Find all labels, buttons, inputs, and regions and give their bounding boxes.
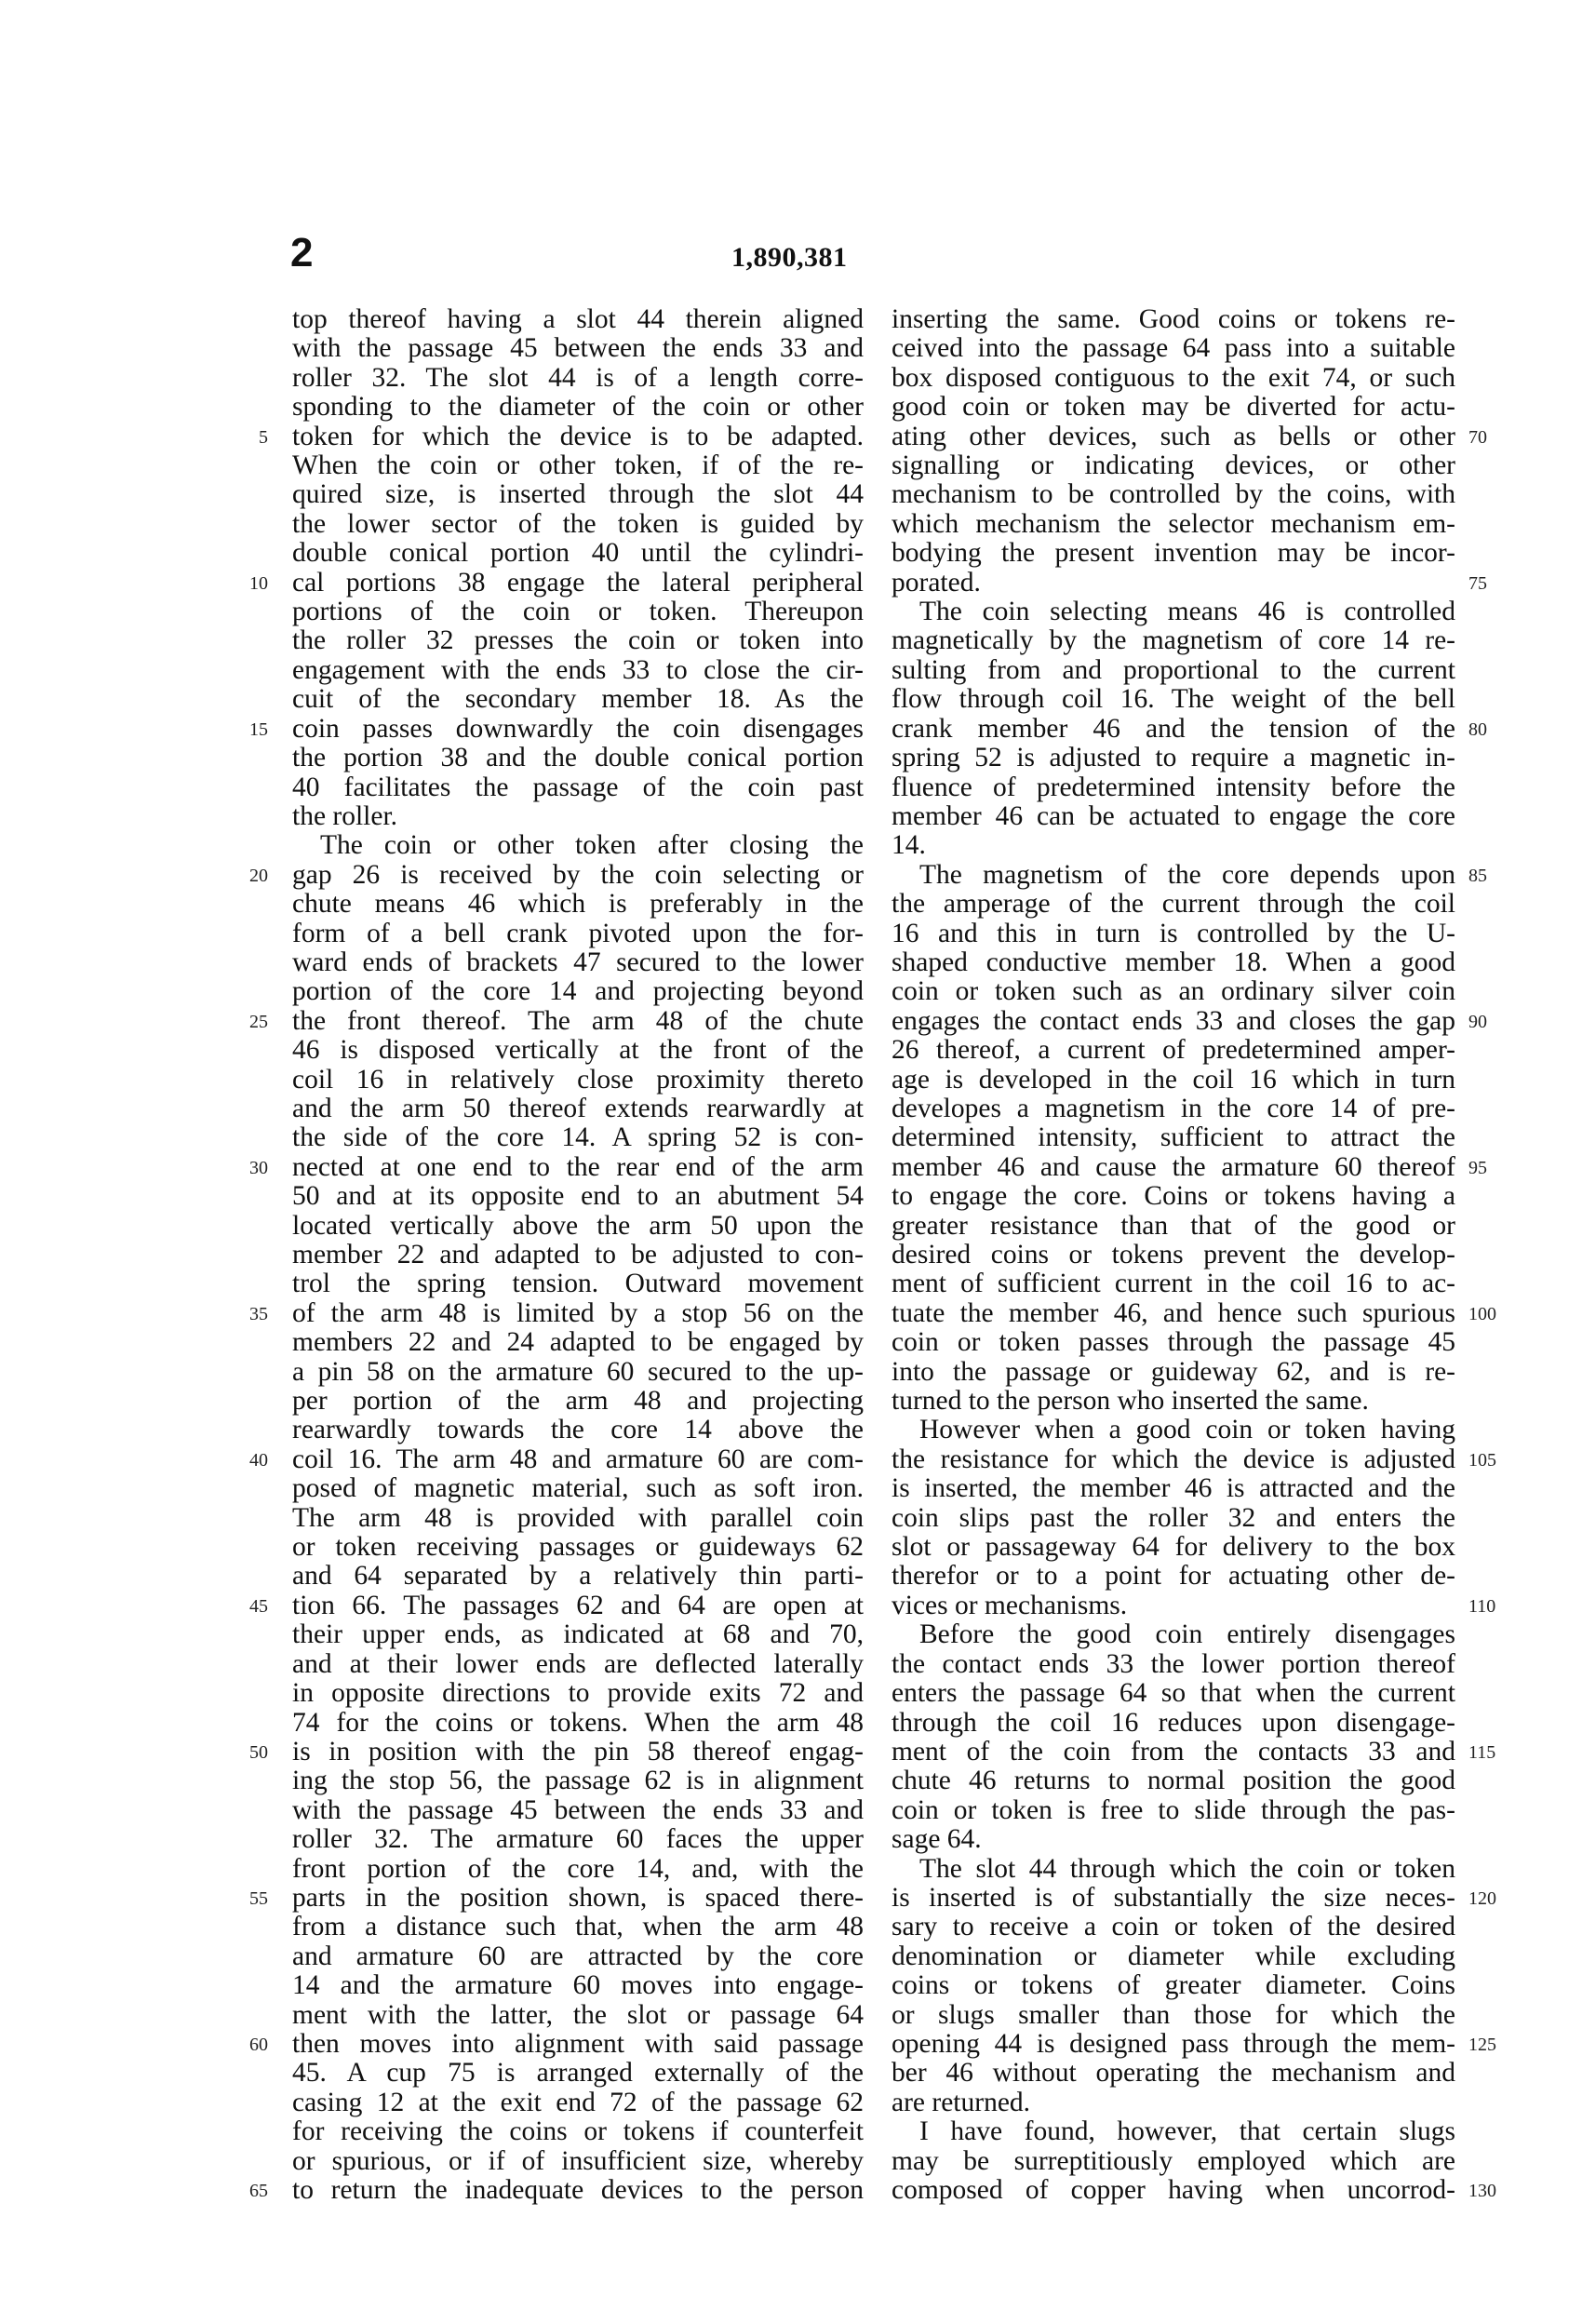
left-column-line: 40 facilitates the passage of the coin past [292, 772, 864, 802]
right-column-line: Before the good coin entirely disengages [919, 1619, 1455, 1650]
left-column-line: the portion 38 and the double conical portion [292, 743, 864, 773]
right-column-line: the contact ends 33 the lower portion thereof [892, 1648, 1455, 1679]
left-column-line: is in position with the pin 58 thereof engag- [292, 1736, 864, 1767]
right-column-line: 26 thereof, a current of predetermined amper- [892, 1035, 1455, 1066]
left-line-number: 10 [249, 572, 268, 594]
left-column-line: trol the spring tension. Outward movement [292, 1269, 864, 1299]
right-column-line: inserting the same. Good coins or tokens re- [892, 304, 1455, 334]
left-line-number: 65 [249, 2181, 268, 2201]
right-column-line: coins or tokens of greater diameter. Coins [892, 1970, 1455, 2001]
left-column-line: The arm 48 is provided with parallel coin [292, 1502, 864, 1533]
right-column-line: ber 46 without operating the mechanism and [892, 2058, 1455, 2089]
left-column-line: the lower sector of the token is guided by [292, 508, 864, 539]
left-column-line: chute means 46 which is preferably in the [292, 889, 864, 920]
right-column-line: coin slips past the roller 32 and enters the [892, 1502, 1455, 1533]
left-column-line: ward ends of brackets 47 secured to the lower [292, 947, 864, 977]
left-column-line: in opposite directions to provide exits 72 and [292, 1678, 864, 1709]
right-column-line: engages the contact ends 33 and closes the gap [892, 1005, 1455, 1036]
left-column-line: the front thereof. The arm 48 of the chute [292, 1005, 864, 1036]
right-line-number: 95 [1468, 1157, 1487, 1178]
right-column-line: coin or token is free to slide through the pas- [892, 1794, 1455, 1825]
left-column-line: portion of the core 14 and projecting beyond [292, 976, 864, 1007]
right-column-line: or slugs smaller than those for which the [892, 1999, 1455, 2030]
left-line-number: 25 [249, 1011, 268, 1032]
left-column-line: member 22 and adapted to be adjusted to con- [292, 1240, 864, 1269]
right-column-line: box disposed contiguous to the exit 74, or such [892, 362, 1455, 393]
right-column-line: ment of the coin from the contacts 33 and [892, 1736, 1455, 1767]
left-column-line: nected at one end to the rear end of the arm [292, 1151, 864, 1182]
right-column-line: the resistance for which the device is adjusted [892, 1444, 1455, 1474]
right-column-line: porated. [892, 567, 981, 598]
left-column-line: cuit of the secondary member 18. As the [292, 684, 864, 715]
left-line-number: 60 [249, 2034, 268, 2055]
right-column-line: member 46 and cause the armature 60 thereof [892, 1151, 1455, 1182]
left-column-line: When the coin or other token, if of the re- [292, 450, 864, 481]
left-line-number: 40 [249, 1449, 268, 1471]
left-text-column [292, 305, 864, 2204]
left-line-number: 35 [249, 1303, 268, 1324]
left-column-line: and at their lower ends are deflected laterally [292, 1648, 864, 1679]
left-column-line: the side of the core 14. A spring 52 is con- [292, 1122, 864, 1153]
left-column-line: and the arm 50 thereof extends rearwardly at [292, 1093, 864, 1123]
right-column-line: spring 52 is adjusted to require a magnetic in- [892, 743, 1455, 773]
left-column-line: from a distance such that, when the arm 48 [292, 1912, 864, 1942]
right-line-number: 115 [1468, 1741, 1496, 1763]
right-column-line: determined intensity, sufficient to attract the [892, 1122, 1455, 1153]
right-text-column [892, 305, 1455, 2204]
left-column-line: the roller 32 presses the coin or token into [292, 625, 864, 656]
right-column-line: sary to receive a coin or token of the desired [892, 1912, 1455, 1942]
right-column-line: tuate the member 46, and hence such spurious [892, 1297, 1455, 1328]
left-column-line: of the arm 48 is limited by a stop 56 on the [292, 1297, 864, 1328]
right-column-line: crank member 46 and the tension of the [892, 713, 1455, 744]
right-line-number: 80 [1468, 719, 1487, 740]
right-column-line: However when a good coin or token having [919, 1415, 1455, 1445]
left-column-line: per portion of the arm 48 and projecting [292, 1386, 864, 1417]
right-column-line: are returned. [892, 2087, 1031, 2117]
right-line-number: 120 [1468, 1887, 1496, 1909]
right-column-line: through the coil 16 reduces upon disengage- [892, 1707, 1455, 1738]
right-column-line: age is developed in the coil 16 which in turn [892, 1064, 1455, 1095]
left-column-line: ing the stop 56, the passage 62 is in alignment [292, 1766, 864, 1796]
left-column-line: The coin or other token after closing the [320, 830, 864, 861]
right-column-line: ating other devices, such as bells or other [892, 421, 1455, 451]
left-line-number: 15 [249, 719, 268, 740]
left-column-line: parts in the position shown, is spaced there- [292, 1882, 864, 1913]
right-column-line: opening 44 is designed pass through the mem- [892, 2028, 1455, 2059]
right-column-line: is inserted, the member 46 is attracted and the [892, 1473, 1455, 1504]
right-column-line: coin or token such as an ordinary silver coin [892, 976, 1455, 1007]
left-column-line: engagement with the ends 33 to close the cir- [292, 654, 864, 685]
right-column-line: vices or mechanisms. [892, 1590, 1128, 1620]
left-line-number: 5 [259, 426, 268, 448]
right-column-line: developes a magnetism in the core 14 of pre- [892, 1093, 1455, 1123]
right-line-number: 105 [1468, 1449, 1496, 1471]
right-line-number: 110 [1468, 1595, 1496, 1617]
left-column-line: roller 32. The slot 44 is of a length corre- [292, 362, 864, 393]
left-column-line: portions of the coin or token. Thereupon [292, 597, 864, 627]
right-column-line: member 46 can be actuated to engage the core [892, 800, 1455, 831]
left-column-line: form of a bell crank pivoted upon the for- [292, 918, 864, 948]
page-number: 2 [290, 230, 314, 275]
left-column-line: 14 and the armature 60 moves into engage- [292, 1970, 864, 2001]
left-column-line: 50 and at its opposite end to an abutment 54 [292, 1181, 864, 1212]
left-line-number: 20 [249, 865, 268, 886]
right-column-line: signalling or indicating devices, or other [892, 450, 1455, 481]
left-line-number: 45 [249, 1595, 268, 1617]
left-column-line: and armature 60 are attracted by the core [292, 1941, 864, 1971]
right-column-line: mechanism to be controlled by the coins, with [892, 479, 1455, 510]
right-column-line: 16 and this in turn is controlled by the U- [892, 918, 1455, 948]
left-column-line: their upper ends, as indicated at 68 and 70, [292, 1619, 864, 1650]
right-line-number: 90 [1468, 1011, 1487, 1032]
left-column-line: coil 16 in relatively close proximity thereto [292, 1064, 864, 1095]
right-column-line: shaped conductive member 18. When a good [892, 947, 1455, 977]
right-column-line: sage 64. [892, 1824, 982, 1855]
right-column-line: The magnetism of the core depends upon [919, 859, 1455, 890]
left-column-line: for receiving the coins or tokens if counterfeit [292, 2116, 864, 2147]
left-line-number: 50 [249, 1741, 268, 1763]
left-column-line: located vertically above the arm 50 upon the [292, 1210, 864, 1241]
left-column-line: double conical portion 40 until the cylindri- [292, 538, 864, 569]
left-column-line: quired size, is inserted through the slot 44 [292, 479, 864, 510]
left-column-line: to return the inadequate devices to the person [292, 2175, 864, 2205]
left-column-line: with the passage 45 between the ends 33 and [292, 333, 864, 364]
right-column-line: The slot 44 through which the coin or token [919, 1853, 1455, 1884]
left-column-line: sponding to the diameter of the coin or other [292, 392, 864, 423]
left-column-line: 74 for the coins or tokens. When the arm 48 [292, 1707, 864, 1738]
right-column-line: composed of copper having when uncorrod- [892, 2175, 1455, 2205]
left-column-line: members 22 and 24 adapted to be engaged by [292, 1327, 864, 1358]
right-column-line: turned to the person who inserted the same. [892, 1386, 1369, 1417]
right-column-line: I have found, however, that certain slugs [919, 2116, 1455, 2147]
right-column-line: the amperage of the current through the coil [892, 889, 1455, 920]
left-column-line: casing 12 at the exit end 72 of the passage 62 [292, 2087, 864, 2117]
right-column-line: flow through coil 16. The weight of the bell [892, 684, 1455, 715]
left-column-line: tion 66. The passages 62 and 64 are open at [292, 1590, 864, 1620]
left-column-line: coin passes downwardly the coin disengages [292, 713, 864, 744]
right-column-line: magnetically by the magnetism of core 14 re- [892, 625, 1455, 656]
left-column-line: 45. A cup 75 is arranged externally of the [292, 2058, 864, 2089]
right-line-number: 130 [1468, 2181, 1496, 2201]
left-column-line: with the passage 45 between the ends 33 and [292, 1794, 864, 1825]
right-column-line: fluence of predetermined intensity before the [892, 772, 1455, 802]
right-column-line: to engage the core. Coins or tokens having a [892, 1181, 1455, 1212]
left-column-line: top thereof having a slot 44 therein aligned [292, 304, 864, 334]
right-line-number: 70 [1468, 426, 1487, 448]
left-column-line: rearwardly towards the core 14 above the [292, 1415, 864, 1445]
right-column-line: good coin or token may be diverted for actu- [892, 392, 1455, 423]
right-column-line: may be surreptitiously employed which are [892, 2145, 1455, 2176]
right-column-line: sulting from and proportional to the current [892, 654, 1455, 685]
left-column-line: or token receiving passages or guideways 62 [292, 1532, 864, 1563]
right-column-line: bodying the present invention may be incor- [892, 538, 1455, 569]
left-column-line: coil 16. The arm 48 and armature 60 are com- [292, 1444, 864, 1474]
left-column-line: ment with the latter, the slot or passage 64 [292, 1999, 864, 2030]
left-column-line: posed of magnetic material, such as soft iron. [292, 1473, 864, 1504]
right-column-line: slot or passageway 64 for delivery to the box [892, 1532, 1455, 1563]
left-column-line: cal portions 38 engage the lateral peripheral [292, 567, 864, 598]
right-line-number: 100 [1468, 1303, 1496, 1324]
right-line-number: 125 [1468, 2034, 1496, 2055]
left-column-line: roller 32. The armature 60 faces the upper [292, 1824, 864, 1855]
right-column-line: into the passage or guideway 62, and is re- [892, 1356, 1455, 1387]
patent-number: 1,890,381 [731, 242, 848, 273]
left-column-line: and 64 separated by a relatively thin parti- [292, 1561, 864, 1592]
left-column-line: the roller. [292, 800, 398, 831]
right-column-line: 14. [892, 830, 926, 861]
left-column-line: or spurious, or if of insufficient size, whereby [292, 2145, 864, 2176]
left-column-line: front portion of the core 14, and, with the [292, 1853, 864, 1884]
right-line-number: 85 [1468, 865, 1487, 886]
right-column-line: is inserted is of substantially the size neces- [892, 1882, 1455, 1913]
left-column-line: a pin 58 on the armature 60 secured to the up- [292, 1356, 864, 1387]
left-column-line: token for which the device is to be adapted. [292, 421, 864, 451]
right-column-line: greater resistance than that of the good or [892, 1210, 1455, 1241]
right-column-line: ment of sufficient current in the coil 16 to ac- [892, 1269, 1455, 1299]
left-line-number: 30 [249, 1157, 268, 1178]
right-column-line: enters the passage 64 so that when the current [892, 1678, 1455, 1709]
right-column-line: therefor or to a point for actuating other de- [892, 1561, 1455, 1592]
left-column-line: 46 is disposed vertically at the front of the [292, 1035, 864, 1066]
right-column-line: The coin selecting means 46 is controlled [919, 597, 1455, 627]
right-column-line: chute 46 returns to normal position the good [892, 1766, 1455, 1796]
right-column-line: which mechanism the selector mechanism em- [892, 508, 1455, 539]
right-line-number: 75 [1468, 572, 1487, 594]
left-column-line: then moves into alignment with said passage [292, 2028, 864, 2059]
right-column-line: desired coins or tokens prevent the develop- [892, 1240, 1455, 1269]
left-line-number: 55 [249, 1887, 268, 1909]
left-column-line: gap 26 is received by the coin selecting or [292, 859, 864, 890]
right-column-line: ceived into the passage 64 pass into a suitable [892, 333, 1455, 364]
right-column-line: denomination or diameter while excluding [892, 1941, 1455, 1971]
right-column-line: coin or token passes through the passage 45 [892, 1327, 1455, 1358]
